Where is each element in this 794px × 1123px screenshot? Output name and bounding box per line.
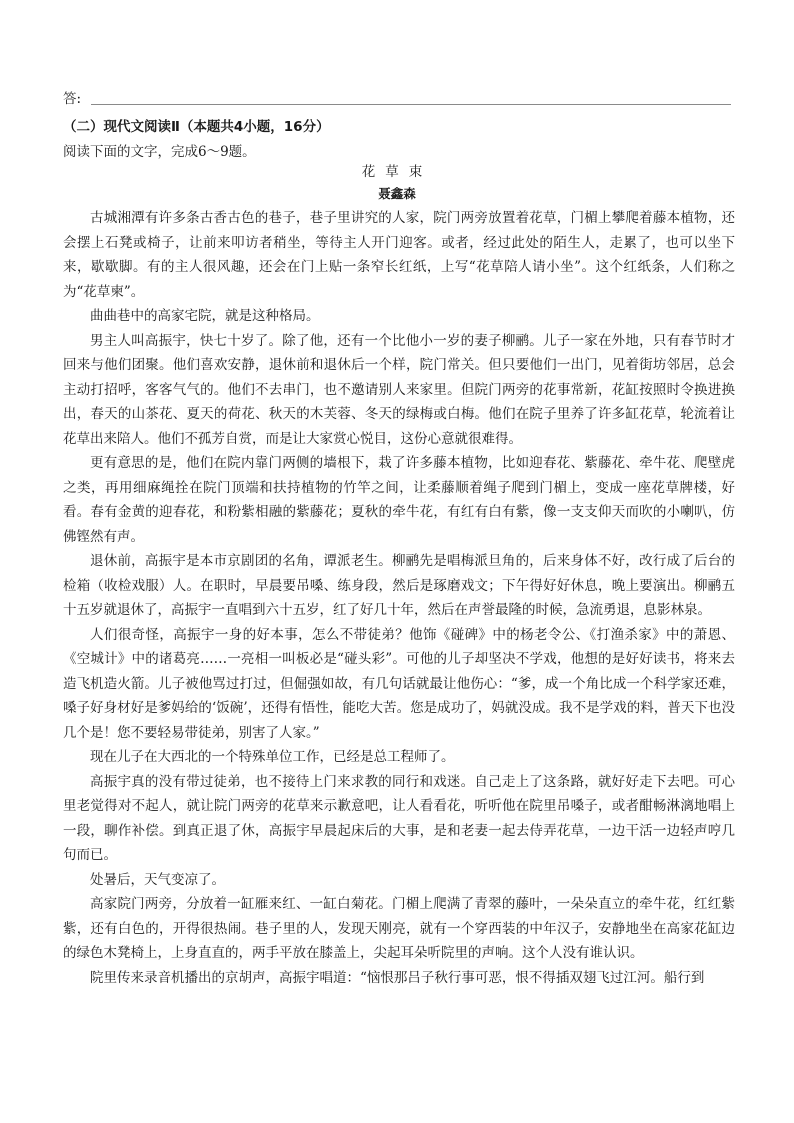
paragraph-7: 现在儿子在大西北的一个特殊单位工作，已经是总工程师了。 [90, 749, 455, 765]
paragraph-10: 高家院门两旁，分放着一缸雁来红、一缸白菊花。门楣上爬满了青翠的藤叶，一朵朵直立的牵牛花，红红紫紫，还有白色的，开得很热闹。巷子里的人，发现天刚亮，就有一个穿西装的中年汉子，安静地坐在高家花缸边的绿色木凳椅上，上身直直的，两手平放在膝盖上，尖起耳朵听院里的声响。这个人没有谁认识。 [63, 896, 735, 961]
paragraph-11: 院里传来录音机播出的京胡声，高振宇唱道：“恼恨那吕子秋行事可恶，恨不得插双翅飞过江河。船行到 [90, 969, 705, 986]
paragraph-3: 男主人叫高振宇，快七十岁了。除了他，还有一个比他小一岁的妻子柳鹂。儿子一家在外地，只有春节时才回来与他们团聚。他们喜欢安静，退休前和退休后一个样，院门常关。但只要他们一出门，见着街坊邻居，总会主动打招呼，客客气气的。他们不去串门，也不邀请别人来家里。但院门两旁的花事常新，花缸按照时令换进换出，春天的山茶花、夏天的荷花、秋天的木芙蓉、冬天的绿梅或白梅。他们在院子里养了许多缸花草，轮流着让花草出来陪人。他们不孤芳自赏，而是让大家赏心悦目，这份心意就很难得。 [63, 332, 735, 447]
paragraph-9: 处暑后，天气变凉了。 [90, 871, 225, 888]
reading-instruction: 阅读下面的文字，完成6～9题。 [63, 144, 256, 160]
answer-rule [91, 104, 731, 105]
paragraph-4: 更有意思的是，他们在院内靠门两侧的墙根下，栽了许多藤本植物，比如迎春花、紫藤花、牵牛花、爬壁虎之类，再用细麻绳拴在院门顶端和扶持植物的竹竿之间，让柔藤顺着绳子爬到门楣上，变成一座花草牌楼，好看。春有金黄的迎春花，和粉紫相融的紫藤花；夏秋的牵牛花，有红有白有紫，像一支支仰天而吹的小喇叭，仿佛铿然有声。 [63, 455, 735, 545]
section-heading: （二）现代文阅读Ⅱ（本题共4小题，16分） [63, 119, 330, 135]
paragraph-2: 曲曲巷中的高家宅院，就是这种格局。 [90, 308, 320, 324]
answer-label: 答: [63, 91, 82, 107]
paragraph-8: 高振宇真的没有带过徒弟，也不接待上门来求教的同行和戏迷。自己走上了这条路，就好好走下去吧。可心里老觉得对不起人，就让院门两旁的花草来示歉意吧，让人看看花，听听他在院里吊嗓子，或者酣畅淋漓地唱上一段，聊作补偿。到真正退了休，高振宇早晨起床后的大事，是和老妻一起去侍弄花草，一边干活一边轻声哼几句而已。 [63, 773, 735, 863]
article-title: 花草束 [361, 164, 433, 180]
paragraph-1: 古城湘潭有许多条古香古色的巷子，巷子里讲究的人家，院门两旁放置着花草，门楣上攀爬着藤本植物，还会摆上石凳或椅子，让前来叩访者稍坐，等待主人开门迎客。或者，经过此处的陌生人，走累了，也可以坐下来，歇歇脚。有的主人很风趣，还会在门上贴一条窄长红纸，上写“花草陪人请小坐”。这个红纸条，人们称之为“花草柬”。 [63, 210, 735, 300]
article-body [63, 206, 735, 990]
article-author: 聂鑫森 [378, 186, 416, 201]
paragraph-6: 人们很奇怪，高振宇一身的好本事，怎么不带徒弟？他饰《碰碑》中的杨老令公、《打渔杀家》中的萧恩、《空城计》中的诸葛亮……一亮相一叫板必是“碰头彩”。可他的儿子却坚决不学戏，他想的是好好读书，将来去造飞机造火箭。儿子被他骂过打过，但倔强如故，有几句话就最让他伤心：“爹，成一个角比成一个科学家还难，嗓子好身材好是爹妈给的‘饭碗’，还得有悟性，能吃大苦。您是成功了，妈就没成。我不是学戏的料，普天下也没几个是！您不要轻易带徒弟，别害了人家。” [63, 626, 735, 741]
paragraph-5: 退休前，高振宇是本市京剧团的名角，谭派老生。柳鹂先是唱梅派旦角的，后来身体不好，改行成了后台的检箱（收检戏服）人。在职时，早晨要吊嗓、练身段，然后是琢磨戏文；下午得好好休息，晚上要演出。柳鹂五十五岁就退休了，高振宇一直唱到六十五岁，红了好几十年，然后在声誉最隆的时候，急流勇退，息影林泉。 [63, 553, 735, 618]
answer-line [63, 90, 731, 108]
